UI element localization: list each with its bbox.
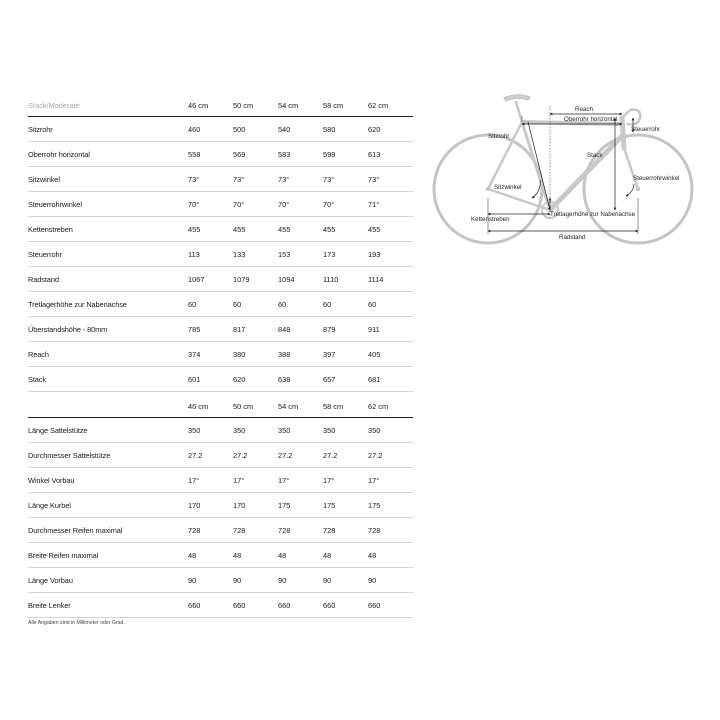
label-head-angle: Steuerrohrwinkel: [633, 175, 680, 182]
table-cell: 785: [188, 324, 201, 334]
table-cell: 1114: [368, 274, 384, 284]
table-cell: 350: [323, 425, 336, 435]
table-cell: 388: [278, 349, 291, 359]
size-header: 58 cm: [323, 401, 344, 411]
table-cell: 598: [323, 149, 336, 159]
table-cell: 17°: [323, 475, 335, 485]
size-header: 50 cm: [233, 100, 254, 110]
table-cell: 1079: [233, 274, 250, 284]
table-cell: 817: [233, 324, 246, 334]
table-row: [28, 192, 413, 217]
table-row: [28, 167, 413, 192]
table-cell: 17°: [368, 475, 380, 485]
table-cell: 455: [278, 224, 291, 234]
row-label: Kettenstreben: [28, 224, 73, 234]
table-cell: 660: [233, 600, 246, 610]
table-cell: 660: [323, 600, 336, 610]
label-chainstays: Kettenstreben: [471, 216, 510, 223]
table-cell: 60: [278, 299, 287, 309]
row-label: Durchmesser Sattelstütze: [28, 450, 111, 460]
table-cell: 569: [233, 149, 246, 159]
table-cell: 728: [188, 525, 201, 535]
table-cell: 350: [233, 425, 246, 435]
table-row: [28, 468, 413, 493]
row-label: Länge Vorbau: [28, 575, 73, 585]
table-cell: 48: [278, 550, 287, 560]
bike-frame: [488, 95, 640, 218]
table-cell: 460: [188, 124, 201, 134]
row-label: Überstandshöhe - 80mm: [28, 324, 108, 334]
table-cell: 380: [233, 349, 246, 359]
table-cell: 170: [233, 500, 246, 510]
table-cell: 73°: [368, 174, 380, 184]
row-label: Tretlagerhöhe zur Nabenachse: [28, 299, 127, 309]
row-label: Steuerrohrwinkel: [28, 199, 82, 209]
table-cell: 620: [368, 124, 381, 134]
table-cell: 681: [368, 374, 381, 384]
table-cell: 70°: [188, 199, 200, 209]
table-cell: 500: [233, 124, 246, 134]
row-label: Breite Reifen maximal: [28, 550, 99, 560]
table-cell: 558: [188, 149, 201, 159]
components-table: [28, 395, 413, 618]
table-cell: 60: [323, 299, 332, 309]
row-label: Sitzrohr: [28, 124, 53, 134]
table-cell: 48: [368, 550, 377, 560]
size-header: 46 cm: [188, 100, 209, 110]
table-cell: 90: [278, 575, 287, 585]
table-header-row: [28, 94, 413, 117]
row-label: Winkel Vorbau: [28, 475, 75, 485]
table-cell: 455: [368, 224, 381, 234]
table-cell: 455: [323, 224, 336, 234]
table-row: [28, 518, 413, 543]
table-cell: 17°: [233, 475, 245, 485]
table-cell: 848: [278, 324, 291, 334]
table-cell: 638: [278, 374, 291, 384]
label-stack: Stack: [587, 152, 603, 159]
size-header: 54 cm: [278, 401, 299, 411]
table-cell: 90: [188, 575, 197, 585]
table-row: [28, 493, 413, 518]
table-cell: 660: [188, 600, 201, 610]
table-row: [28, 217, 413, 242]
table-cell: 73°: [188, 174, 200, 184]
table-row: [28, 593, 413, 618]
table-cell: 17°: [278, 475, 290, 485]
table-cell: 397: [323, 349, 336, 359]
table-cell: 193: [368, 249, 381, 259]
label-head-tube: Steuerrohr: [631, 126, 661, 133]
table-cell: 455: [188, 224, 201, 234]
table-cell: 175: [278, 500, 291, 510]
table-cell: 540: [278, 124, 291, 134]
table-cell: 175: [323, 500, 336, 510]
table-cell: 70°: [323, 199, 335, 209]
row-label: Reach: [28, 349, 49, 359]
table-cell: 27.2: [278, 450, 293, 460]
table-row: [28, 317, 413, 342]
row-label: Stack: [28, 374, 46, 384]
label-seat-angle: Sitzwinkel: [494, 184, 522, 191]
table-row: [28, 418, 413, 443]
table-row: [28, 117, 413, 142]
table-cell: 90: [368, 575, 377, 585]
table-cell: 48: [233, 550, 242, 560]
table-cell: 580: [323, 124, 336, 134]
table-cell: 657: [323, 374, 336, 384]
table-cell: 73°: [323, 174, 335, 184]
row-label: Durchmesser Reifen maximal: [28, 525, 123, 535]
table-cell: 60: [233, 299, 242, 309]
size-header: 54 cm: [278, 100, 299, 110]
table-cell: 350: [188, 425, 201, 435]
table-cell: 133: [233, 249, 246, 259]
table-cell: 660: [368, 600, 381, 610]
table-cell: 175: [368, 500, 381, 510]
table-cell: 90: [323, 575, 332, 585]
table-cell: 27.2: [323, 450, 338, 460]
table-row: [28, 443, 413, 468]
table-row: [28, 342, 413, 367]
table-cell: 71°: [368, 199, 380, 209]
table-row: [28, 142, 413, 167]
table-cell: 728: [368, 525, 381, 535]
table-cell: 27.2: [188, 450, 203, 460]
table-cell: 170: [188, 500, 201, 510]
label-bb-drop: Tretlagerhöhe zur Nabenachse: [550, 211, 636, 218]
table-cell: 405: [368, 349, 381, 359]
table-header-empty: [28, 395, 188, 418]
table-cell: 48: [188, 550, 197, 560]
table-cell: 583: [278, 149, 291, 159]
table-cell: 374: [188, 349, 201, 359]
table-cell: 73°: [278, 174, 290, 184]
table-cell: 90: [233, 575, 242, 585]
table-row: [28, 242, 413, 267]
size-header: 62 cm: [368, 401, 389, 411]
table-cell: 660: [278, 600, 291, 610]
table-cell: 60: [188, 299, 197, 309]
table-cell: 153: [278, 249, 291, 259]
table-cell: 911: [368, 324, 380, 334]
label-seat-tube: Sitzrohr: [488, 133, 510, 140]
size-header: 62 cm: [368, 100, 389, 110]
size-header: 58 cm: [323, 100, 344, 110]
table-row: [28, 292, 413, 317]
table-cell: 70°: [233, 199, 245, 209]
table-cell: 879: [323, 324, 336, 334]
table-header-row: [28, 395, 413, 418]
table-cell: 350: [278, 425, 291, 435]
row-label: Länge Sattelstütze: [28, 425, 88, 435]
geometry-table: [28, 94, 413, 392]
row-label: Steuerrohr: [28, 249, 62, 259]
size-header: 50 cm: [233, 401, 254, 411]
table-cell: 728: [278, 525, 291, 535]
table-cell: 17°: [188, 475, 200, 485]
table-cell: 70°: [278, 199, 290, 209]
table-cell: 1094: [278, 274, 295, 284]
table-cell: 1067: [188, 274, 205, 284]
table-cell: 613: [368, 149, 381, 159]
footnote: Alle Angaben sind in Millimeter oder Grad.: [28, 620, 125, 626]
row-label: Länge Kurbel: [28, 500, 71, 510]
table-cell: 455: [233, 224, 246, 234]
row-label: Breite Lenker: [28, 600, 71, 610]
table-cell: 728: [323, 525, 336, 535]
table-cell: 1110: [323, 274, 339, 284]
table-subtitle: Stack/Moderate: [28, 100, 80, 110]
row-label: Radstand: [28, 274, 59, 284]
table-row: [28, 367, 413, 392]
table-cell: 60: [368, 299, 377, 309]
table-cell: 173: [323, 249, 336, 259]
table-cell: 728: [233, 525, 246, 535]
table-cell: 113: [188, 249, 200, 259]
table-row: [28, 267, 413, 292]
row-label: Oberrohr horizontal: [28, 149, 90, 159]
row-label: Sitzwinkel: [28, 174, 60, 184]
size-header: 46 cm: [188, 401, 209, 411]
table-cell: 601: [188, 374, 201, 384]
label-top-tube: Oberrohr horizontal: [564, 116, 618, 123]
bike-geometry-diagram: [428, 88, 700, 258]
table-cell: 27.2: [233, 450, 248, 460]
table-cell: 73°: [233, 174, 245, 184]
label-reach: Reach: [575, 106, 593, 113]
table-row: [28, 543, 413, 568]
label-wheelbase: Radstand: [559, 234, 586, 241]
table-cell: 620: [233, 374, 246, 384]
table-cell: 350: [368, 425, 381, 435]
table-row: [28, 568, 413, 593]
table-cell: 27.2: [368, 450, 383, 460]
table-cell: 48: [323, 550, 332, 560]
